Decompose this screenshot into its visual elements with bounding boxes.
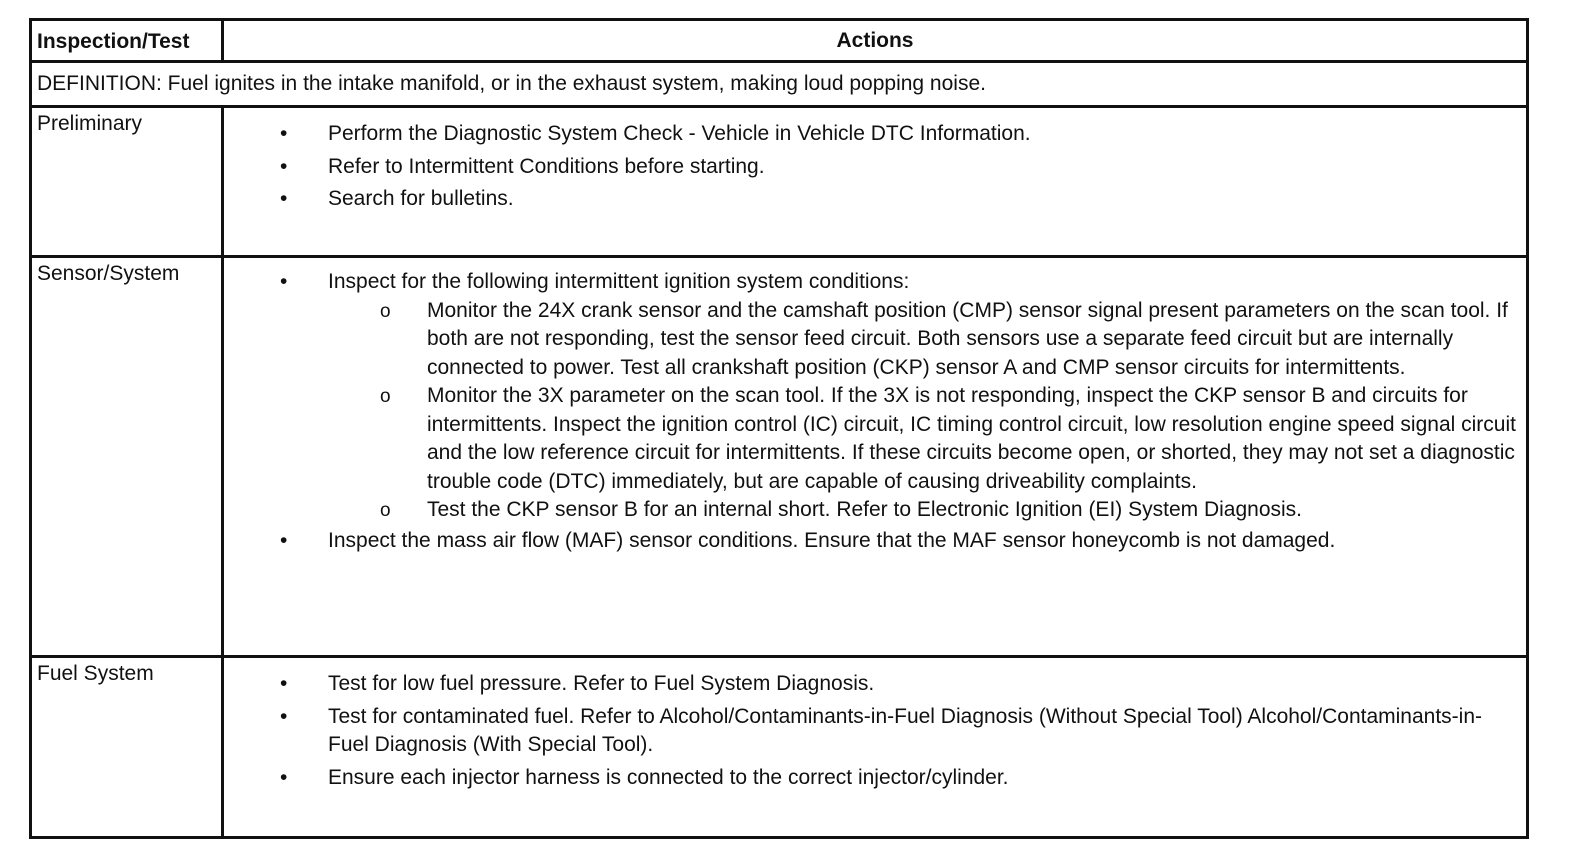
row-actions-fuel-system xyxy=(224,658,1526,836)
row-label-preliminary: Preliminary xyxy=(32,108,224,255)
table-header-row xyxy=(32,21,1526,63)
list-item: • Inspect the mass air flow (MAF) sensor conditions. Ensure that the MAF sensor honeycomb is not damaged. xyxy=(224,527,1526,556)
list-item-text: Inspect for the following intermittent ignition system conditions: xyxy=(328,270,910,293)
sub-list xyxy=(224,297,1518,525)
table-row-sensor-system xyxy=(32,258,1526,658)
list-item: • Refer to Intermittent Conditions before starting. xyxy=(224,153,1526,182)
table-row-fuel-system xyxy=(32,658,1526,836)
row-label-sensor-system: Sensor/System xyxy=(32,258,224,655)
list-item: • Test for low fuel pressure. Refer to Fuel System Diagnosis. xyxy=(224,670,1526,699)
sub-list-item: o Monitor the 24X crank sensor and the camshaft position (CMP) sensor signal present parameters on the scan tool. If both are not responding, test the sensor feed circuit. Both sensors use a separate feed circuit but are internally connected to power. Test all crankshaft position (CKP) sensor A and CMP sensor circuits for intermittents. xyxy=(224,297,1518,383)
definition-text: DEFINITION: Fuel ignites in the intake manifold, or in the exhaust system, making loud popping noise. xyxy=(37,72,986,95)
header-inspection-test: Inspection/Test xyxy=(32,21,224,60)
definition-row xyxy=(32,63,1526,108)
diagnostic-table xyxy=(29,18,1529,839)
list-item: • Ensure each injector harness is connected to the correct injector/cylinder. xyxy=(224,764,1526,793)
row-actions-preliminary xyxy=(224,108,1526,255)
list-item xyxy=(224,268,1526,525)
row-actions-sensor-system xyxy=(224,258,1526,655)
sub-list-item: o Monitor the 3X parameter on the scan tool. If the 3X is not responding, inspect the CKP sensor B and circuits for intermittents. Inspect the ignition control (IC) circuit, IC timing control circuit, low resolution engine speed signal circuit and the low reference circuit for intermittents. If these circuits become open, or shorted, they may not set a diagnostic trouble code (DTC) immediately, but are capable of causing driveability complaints. xyxy=(224,382,1518,496)
table-row-preliminary xyxy=(32,108,1526,258)
list-item: • Search for bulletins. xyxy=(224,185,1526,214)
list-item: • Test for contaminated fuel. Refer to Alcohol/Contaminants-in-Fuel Diagnosis (Without Special Tool) Alcohol/Contaminants-in-Fuel Diagnosis (With Special Tool). xyxy=(224,703,1526,760)
sub-list-item: o Test the CKP sensor B for an internal short. Refer to Electronic Ignition (EI) System Diagnosis. xyxy=(224,496,1518,525)
row-label-fuel-system: Fuel System xyxy=(32,658,224,836)
header-actions: Actions xyxy=(836,29,914,52)
list-item: • Perform the Diagnostic System Check - Vehicle in Vehicle DTC Information. xyxy=(224,120,1526,149)
